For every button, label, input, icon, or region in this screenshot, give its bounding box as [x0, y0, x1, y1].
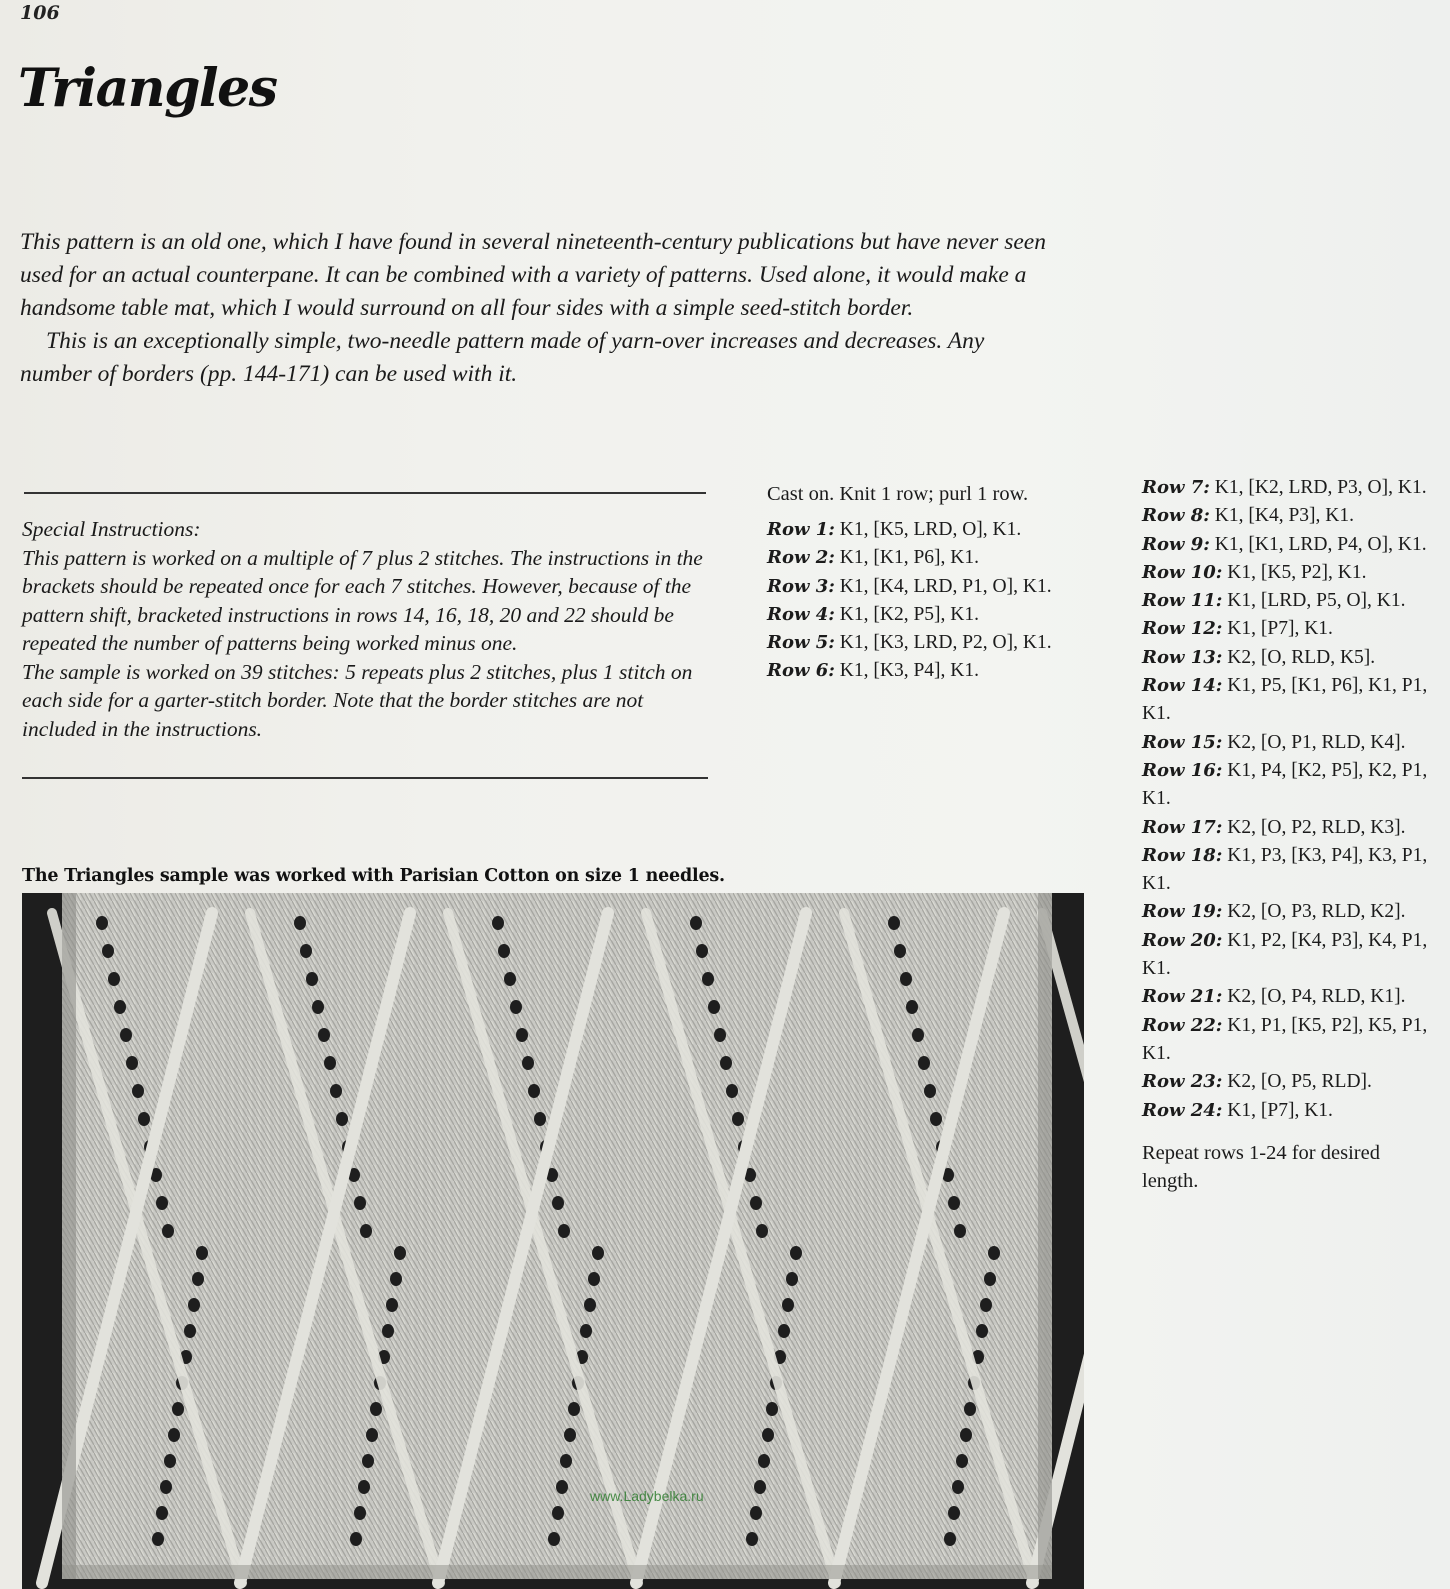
- special-instructions-text: This pattern is worked on a multiple of 7 plus 2 stitches. The instructions in the brackets should be repeated once for each 7 stitches. However, because of the pattern shift, bracketed instructions in rows 14, 16, 18, 20 and 22 should be repeated the number of patterns being worked minus one.: [22, 545, 703, 655]
- repeat-note: Repeat rows 1-24 for desired length.: [1142, 1141, 1380, 1192]
- row-text: K2, [O, P3, RLD, K2].: [1222, 901, 1406, 923]
- special-instructions-box: [22, 515, 712, 743]
- row-instruction: [1142, 587, 1432, 615]
- eyelet: [312, 1000, 324, 1014]
- eyelet: [96, 916, 108, 930]
- row-text: K1, [K3, P4], K1.: [834, 660, 979, 682]
- cast-on-text: Cast on. Knit 1 row; purl 1 row.: [767, 483, 1029, 505]
- row-text: K1, [P7], K1.: [1222, 618, 1333, 640]
- eyelet: [120, 1028, 132, 1042]
- row-text: K1, [K5, LRD, O], K1.: [834, 519, 1022, 540]
- eyelet: [912, 1028, 924, 1042]
- photo-caption: The Triangles sample was worked with Parisian Cotton on size 1 needles.: [22, 866, 725, 886]
- eyelet: [172, 1402, 184, 1416]
- eyelet: [552, 1196, 564, 1210]
- eyelet: [156, 1196, 168, 1210]
- page-title: Triangles: [18, 58, 277, 119]
- row-instruction: [1142, 729, 1432, 757]
- row-label: Row 18:: [1142, 844, 1223, 866]
- eyelet: [360, 1224, 372, 1238]
- row-label: Row 6:: [767, 660, 835, 682]
- row-text: K1, [K3, LRD, P2, O], K1.: [834, 632, 1052, 654]
- instructions-column-1: [767, 480, 1067, 686]
- eyelet: [766, 1402, 778, 1416]
- eyelet: [584, 1298, 596, 1312]
- eyelet: [386, 1298, 398, 1312]
- row-text: K1, [K2, P5], K1.: [834, 603, 979, 625]
- row-label: Row 19:: [1142, 901, 1223, 923]
- row-label: Row 14:: [1142, 675, 1223, 697]
- eyelet: [350, 1532, 362, 1546]
- eyelet: [714, 1028, 726, 1042]
- eyelet: [592, 1246, 604, 1260]
- eyelet: [944, 1532, 956, 1546]
- row-text: K1, P3, [K3, P4], K3, P1, K1.: [1142, 844, 1428, 895]
- eyelet: [754, 1480, 766, 1494]
- page-number: 106: [20, 2, 60, 24]
- eyelet: [786, 1272, 798, 1286]
- eyelet: [324, 1056, 336, 1070]
- right-edge: [1038, 893, 1052, 1579]
- row-text: K2, [O, P4, RLD, K1].: [1222, 986, 1406, 1008]
- eyelet: [726, 1084, 738, 1098]
- row-label: Row 4:: [767, 603, 835, 625]
- eyelet: [300, 944, 312, 958]
- eyelet: [720, 1056, 732, 1070]
- eyelet: [564, 1428, 576, 1442]
- eyelet: [952, 1480, 964, 1494]
- row-label: Row 9:: [1142, 533, 1210, 555]
- eyelet: [948, 1196, 960, 1210]
- eyelet: [568, 1402, 580, 1416]
- row-text: K1, [K4, LRD, P1, O], K1.: [834, 575, 1052, 597]
- knitted-sample-photo: [22, 893, 1084, 1589]
- row-instruction: [1142, 672, 1432, 729]
- watermark: www.Ladybelka.ru: [590, 1488, 704, 1504]
- eyelet: [976, 1324, 988, 1338]
- row-text: K1, P4, [K2, P5], K2, P1, K1.: [1142, 759, 1428, 810]
- row-text: K1, [K1, P6], K1.: [834, 547, 979, 569]
- eyelet: [906, 1000, 918, 1014]
- row-label: Row 10:: [1142, 561, 1223, 583]
- row-instruction: [767, 629, 1067, 657]
- eyelet: [160, 1480, 172, 1494]
- eyelet: [516, 1028, 528, 1042]
- row-label: Row 2:: [767, 547, 835, 569]
- row-text: K2, [O, RLD, K5].: [1222, 646, 1376, 668]
- intro-paragraph: This is an exceptionally simple, two-needle pattern made of yarn-over increases and decreases. Any number of borders (pp. 144-171) can be used with it.: [20, 328, 985, 387]
- eyelet: [984, 1272, 996, 1286]
- row-text: K2, [O, P2, RLD, K3].: [1222, 816, 1406, 838]
- eyelet: [196, 1246, 208, 1260]
- row-label: Row 15:: [1142, 731, 1223, 753]
- eyelet: [778, 1324, 790, 1338]
- eyelet: [510, 1000, 522, 1014]
- row-instruction: [1142, 502, 1432, 530]
- bottom-divider: [22, 777, 708, 779]
- row-instruction: [1142, 644, 1432, 672]
- row-label: Row 5:: [767, 632, 835, 654]
- eyelet: [918, 1056, 930, 1070]
- row-instruction: [1142, 531, 1432, 559]
- row-instruction: [1142, 842, 1432, 899]
- eyelet: [708, 1000, 720, 1014]
- intro-text: [20, 226, 1060, 391]
- row-instruction: [1142, 474, 1432, 502]
- row-label: Row 17:: [1142, 816, 1223, 838]
- row-text: K2, [O, P5, RLD].: [1222, 1071, 1372, 1093]
- eyelet: [138, 1112, 150, 1126]
- eyelet: [164, 1454, 176, 1468]
- eyelet: [558, 1224, 570, 1238]
- instructions-column-2: [1142, 474, 1432, 1195]
- row-text: K1, [K5, P2], K1.: [1222, 561, 1367, 583]
- eyelet: [556, 1480, 568, 1494]
- eyelet: [192, 1272, 204, 1286]
- row-label: Row 7:: [1142, 477, 1210, 498]
- eyelet: [888, 916, 900, 930]
- row-label: Row 13:: [1142, 646, 1223, 668]
- row-instruction: [1142, 1012, 1432, 1069]
- eyelet: [548, 1532, 560, 1546]
- eyelet: [732, 1112, 744, 1126]
- left-edge: [62, 893, 76, 1579]
- row-label: Row 21:: [1142, 986, 1223, 1008]
- row-text: K2, [O, P1, RLD, K4].: [1222, 731, 1406, 753]
- special-instructions-text: The sample is worked on 39 stitches: 5 repeats plus 2 stitches, plus 1 stitch on each side for a garter-stitch border. Note that the border stitches are not included in the instructions.: [22, 659, 693, 741]
- row-instruction: [1142, 559, 1432, 587]
- row-text: K1, P2, [K4, P3], K4, P1, K1.: [1142, 929, 1428, 980]
- eyelet: [102, 944, 114, 958]
- eyelet: [492, 916, 504, 930]
- eyelet: [552, 1506, 564, 1520]
- row-instruction: [767, 516, 1067, 544]
- eyelet: [370, 1402, 382, 1416]
- row-label: Row 11:: [1142, 590, 1223, 612]
- row-label: Row 8:: [1142, 505, 1210, 527]
- eyelet: [354, 1506, 366, 1520]
- row-text: K1, [LRD, P5, O], K1.: [1222, 590, 1406, 612]
- eyelet: [988, 1246, 1000, 1260]
- eyelet: [930, 1112, 942, 1126]
- eyelet: [750, 1196, 762, 1210]
- eyelet: [534, 1112, 546, 1126]
- eyelet: [114, 1000, 126, 1014]
- eyelet: [318, 1028, 330, 1042]
- row-text: K1, [P7], K1.: [1222, 1099, 1333, 1121]
- row-instruction: [1142, 1097, 1432, 1125]
- row-label: Row 24:: [1142, 1099, 1223, 1121]
- row-text: K1, P5, [K1, P6], K1, P1, K1.: [1142, 675, 1428, 725]
- row-text: K1, [K4, P3], K1.: [1209, 505, 1354, 527]
- eyelet: [580, 1324, 592, 1338]
- eyelet: [696, 944, 708, 958]
- row-label: Row 20:: [1142, 929, 1223, 951]
- eyelet: [790, 1246, 802, 1260]
- eyelet: [162, 1224, 174, 1238]
- eyelet: [750, 1506, 762, 1520]
- eyelet: [758, 1454, 770, 1468]
- row-label: Row 12:: [1142, 618, 1223, 640]
- row-text: K1, [K2, LRD, P3, O], K1.: [1209, 477, 1427, 498]
- eyelet: [382, 1324, 394, 1338]
- eyelet: [954, 1224, 966, 1238]
- row-instruction: [767, 657, 1067, 685]
- eyelet: [964, 1402, 976, 1416]
- eyelet: [394, 1246, 406, 1260]
- row-instruction: [1142, 898, 1432, 926]
- eyelet: [132, 1084, 144, 1098]
- row-label: Row 3:: [767, 575, 835, 597]
- eyelet: [126, 1056, 138, 1070]
- eyelet: [690, 916, 702, 930]
- row-instruction: [767, 601, 1067, 629]
- eyelet: [390, 1272, 402, 1286]
- eyelet: [188, 1298, 200, 1312]
- row-label: Row 1:: [767, 519, 835, 540]
- eyelet: [168, 1428, 180, 1442]
- eyelet: [330, 1084, 342, 1098]
- eyelet: [980, 1298, 992, 1312]
- special-instructions-heading: Special Instructions:: [22, 517, 201, 541]
- top-divider: [24, 492, 706, 494]
- row-instruction: [1142, 757, 1432, 814]
- row-text: K1, P1, [K5, P2], K5, P1, K1.: [1142, 1014, 1428, 1064]
- eyelet: [362, 1454, 374, 1468]
- row-instruction: [767, 573, 1067, 601]
- eyelet: [522, 1056, 534, 1070]
- bottom-edge: [62, 1565, 1052, 1579]
- eyelet: [702, 972, 714, 986]
- eyelet: [894, 944, 906, 958]
- eyelet: [498, 944, 510, 958]
- row-instruction: [1142, 615, 1432, 643]
- intro-paragraph: This pattern is an old one, which I have found in several nineteenth-century publications but have never seen used for an actual counterpane. It can be combined with a variety of patterns. Used alone, it would make a handsome table mat, which I would surround on all four sides with a simple seed-stitch border.: [20, 229, 1046, 321]
- eyelet: [756, 1224, 768, 1238]
- eyelet: [746, 1532, 758, 1546]
- eyelet: [152, 1532, 164, 1546]
- eyelet: [108, 972, 120, 986]
- knit-lace-illustration: [22, 893, 1084, 1589]
- eyelet: [762, 1428, 774, 1442]
- eyelet: [366, 1428, 378, 1442]
- eyelet: [184, 1324, 196, 1338]
- eyelet: [504, 972, 516, 986]
- eyelet: [336, 1112, 348, 1126]
- eyelet: [924, 1084, 936, 1098]
- row-instruction: [1142, 983, 1432, 1011]
- eyelet: [358, 1480, 370, 1494]
- eyelet: [156, 1506, 168, 1520]
- row-label: Row 22:: [1142, 1014, 1223, 1036]
- row-text: K1, [K1, LRD, P4, O], K1.: [1209, 533, 1427, 555]
- row-instruction: [1142, 814, 1432, 842]
- eyelet: [900, 972, 912, 986]
- row-instruction: [1142, 1068, 1432, 1096]
- row-label: Row 23:: [1142, 1071, 1223, 1093]
- eyelet: [528, 1084, 540, 1098]
- row-instruction: [1142, 927, 1432, 984]
- eyelet: [956, 1454, 968, 1468]
- eyelet: [588, 1272, 600, 1286]
- eyelet: [354, 1196, 366, 1210]
- eyelet: [960, 1428, 972, 1442]
- eyelet: [560, 1454, 572, 1468]
- row-instruction: [767, 544, 1067, 572]
- eyelet: [294, 916, 306, 930]
- row-label: Row 16:: [1142, 759, 1223, 781]
- eyelet: [306, 972, 318, 986]
- eyelet: [948, 1506, 960, 1520]
- eyelet: [782, 1298, 794, 1312]
